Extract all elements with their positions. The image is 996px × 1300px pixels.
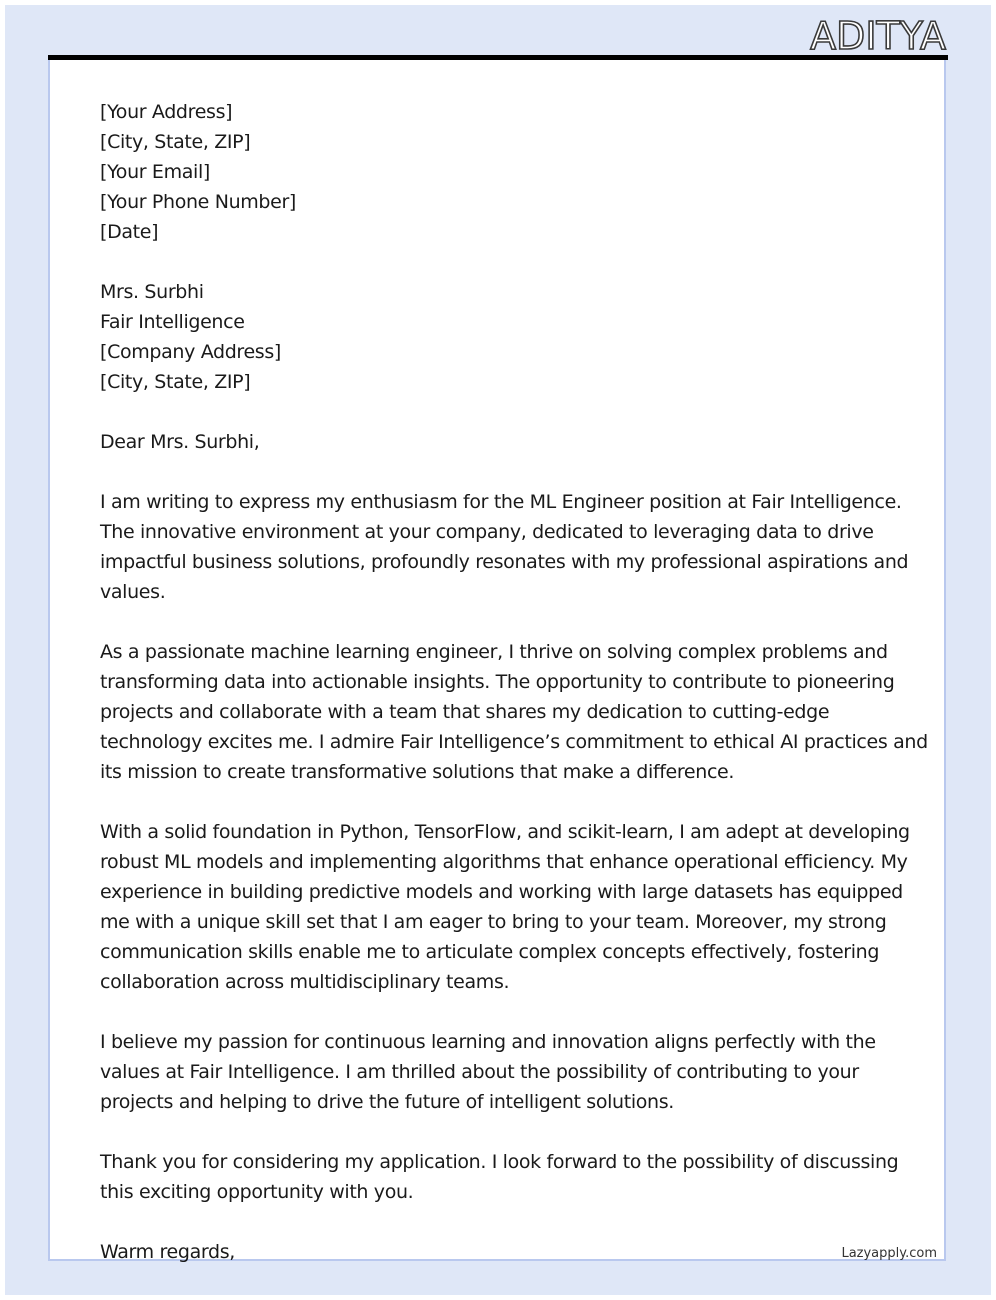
paragraph-line: experience in building predictive models and working with large datasets has equipped: [100, 881, 903, 903]
paragraph-skills: [100, 817, 910, 997]
sender-city-state-zip: [City, State, ZIP]: [100, 131, 251, 153]
paragraph-thanks: [100, 1147, 900, 1207]
letter-date: [Date]: [100, 221, 159, 243]
paragraph-line: projects and collaborate with a team that shares my dedication to cutting-edge: [100, 701, 830, 723]
cover-letter-body: [100, 97, 928, 1267]
recipient-block: [100, 277, 900, 397]
sender-block: [100, 97, 900, 247]
paragraph-intro: [100, 487, 909, 607]
paragraph-line: this exciting opportunity with you.: [100, 1181, 414, 1203]
paragraph-line: I believe my passion for continuous learning and innovation aligns perfectly with the: [100, 1031, 876, 1053]
recipient-city-state-zip: [City, State, ZIP]: [100, 371, 251, 393]
paragraph-line: technology excites me. I admire Fair Intelligence’s commitment to ethical AI practices and: [100, 731, 928, 753]
paragraph-line: communication skills enable me to articulate complex concepts effectively, fostering: [100, 941, 880, 963]
paragraph-line: me with a unique skill set that I am eager to bring to your team. Moreover, my strong: [100, 911, 887, 933]
recipient-name: Mrs. Surbhi: [100, 281, 204, 303]
footer-watermark: Lazyapply.com: [841, 1246, 937, 1261]
paragraph-line: its mission to create transformative solutions that make a difference.: [100, 761, 735, 783]
header-name: ADITYA: [810, 14, 946, 58]
paragraph-line: The innovative environment at your company, dedicated to leveraging data to drive: [100, 521, 874, 543]
paragraph-line: transforming data into actionable insights. The opportunity to contribute to pioneering: [100, 671, 895, 693]
recipient-company: Fair Intelligence: [100, 311, 245, 333]
paragraph-line: impactful business solutions, profoundly resonates with my professional aspirations and: [100, 551, 909, 573]
paragraph-line: values.: [100, 581, 166, 603]
paragraph-line: robust ML models and implementing algorithms that enhance operational efficiency. My: [100, 851, 908, 873]
sender-email: [Your Email]: [100, 161, 210, 183]
paragraph-line: With a solid foundation in Python, TensorFlow, and scikit-learn, I am adept at developing: [100, 821, 910, 843]
salutation: Dear Mrs. Surbhi,: [100, 431, 260, 453]
sender-address: [Your Address]: [100, 101, 233, 123]
paragraph-line: As a passionate machine learning engineer, I thrive on solving complex problems and: [100, 641, 888, 663]
paragraph-line: collaboration across multidisciplinary teams.: [100, 971, 510, 993]
paragraph-line: Thank you for considering my application. I look forward to the possibility of discussing: [100, 1151, 899, 1173]
paragraph-line: projects and helping to drive the future of intelligent solutions.: [100, 1091, 674, 1113]
paragraph-values: [100, 1027, 900, 1117]
closing: Warm regards,: [100, 1241, 235, 1263]
paragraph-passion: [100, 637, 928, 787]
paragraph-line: I am writing to express my enthusiasm for the ML Engineer position at Fair Intelligence.: [100, 491, 902, 513]
recipient-company-address: [Company Address]: [100, 341, 281, 363]
sender-phone: [Your Phone Number]: [100, 191, 296, 213]
paragraph-line: values at Fair Intelligence. I am thrilled about the possibility of contributing to your: [100, 1061, 859, 1083]
